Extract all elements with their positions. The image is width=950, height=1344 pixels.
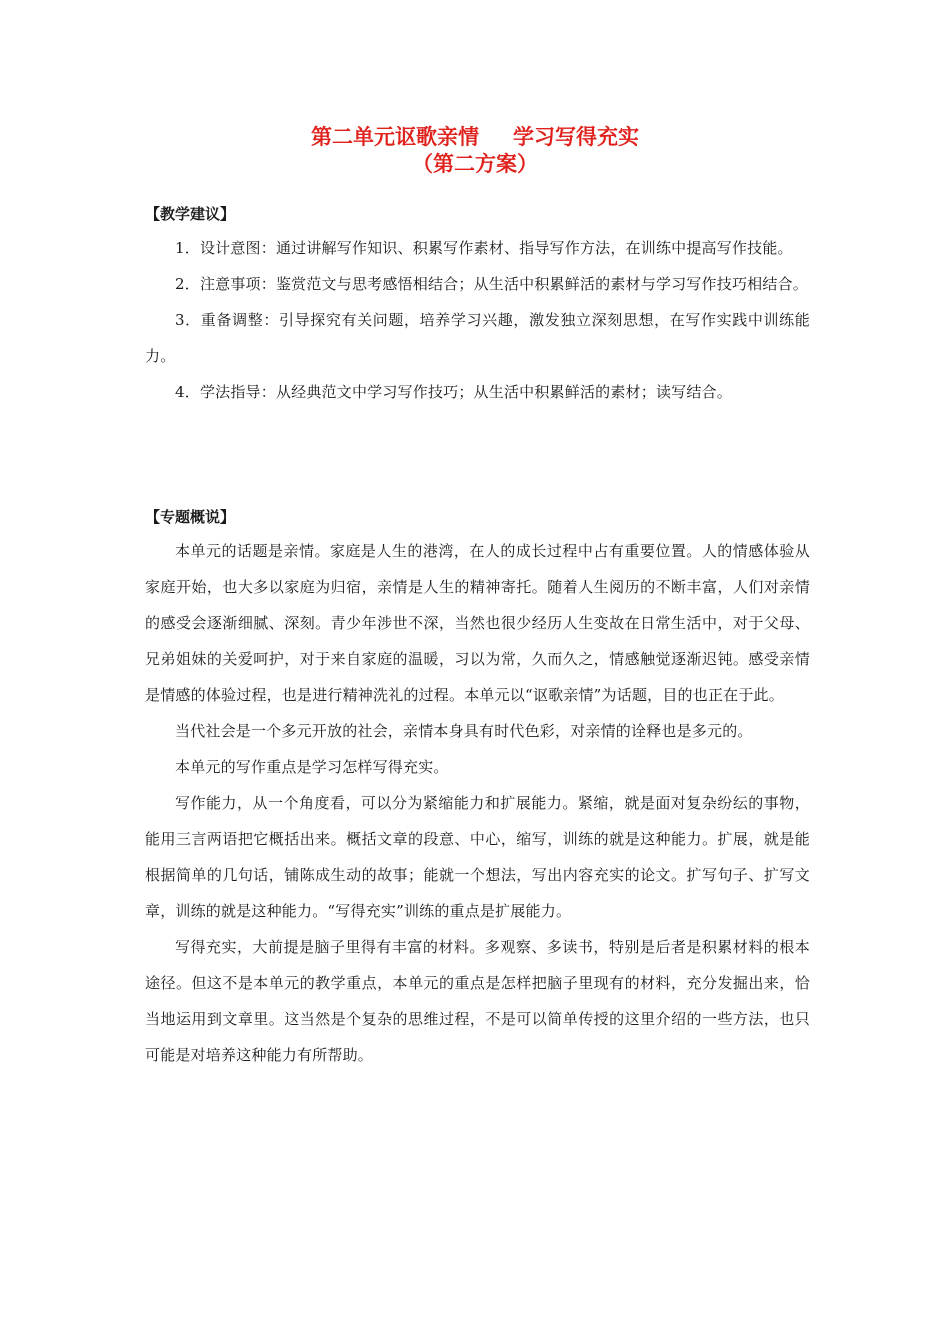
overview-paragraph-3: 本单元的写作重点是学习怎样写得充实。: [175, 758, 449, 776]
section-heading-topic-overview: 【专题概说】: [145, 508, 236, 526]
teaching-suggestions-body: [145, 230, 810, 410]
overview-paragraph-4: 写作能力，从一个角度看，可以分为紧缩能力和扩展能力。紧缩，就是面对复杂纷纭的事物，能用三言两语把它概括出来。概括文章的段意、中心，缩写，训练的就是这种能力。扩展，就是能根据简单的几句话，铺陈成生动的故事；能就一个想法，写出内容充实的论文。扩写句子、扩写文章，训练的就是这种能力。“写得充实”训练的重点是扩展能力。: [145, 794, 810, 920]
title-part-2: 学习写得充实: [513, 125, 639, 149]
topic-overview-body: [145, 533, 810, 1073]
overview-paragraph-1: 本单元的话题是亲情。家庭是人生的港湾，在人的成长过程中占有重要位置。人的情感体验从家庭开始，也大多以家庭为归宿，亲情是人生的精神寄托。随着人生阅历的不断丰富，人们对亲情的感受会逐渐细腻、深刻。青少年涉世不深，当然也很少经历人生变故在日常生活中，对于父母、兄弟姐妹的关爱呵护，对于来自家庭的温暖，习以为常，久而久之，情感触觉逐渐迟钝。感受亲情是情感的体验过程，也是进行精神洗礼的过程。本单元以“讴歌亲情”为话题，目的也正在于此。: [145, 542, 810, 704]
overview-paragraph-2: 当代社会是一个多元开放的社会，亲情本身具有时代色彩，对亲情的诠释也是多元的。: [175, 722, 753, 740]
suggestion-paragraph-3: 3．重备调整：引导探究有关问题，培养学习兴趣，激发独立深刻思想，在写作实践中训练能力。: [145, 311, 810, 365]
document-subtitle: （第二方案）: [412, 152, 538, 176]
overview-paragraph-5: 写得充实，大前提是脑子里得有丰富的材料。多观察、多读书，特别是后者是积累材料的根本途径。但这不是本单元的教学重点，本单元的重点是怎样把脑子里现有的材料，充分发掘出来，恰当地运用到文章里。这当然是个复杂的思维过程，不是可以简单传授的这里介绍的一些方法，也只可能是对培养这种能力有所帮助。: [145, 938, 810, 1064]
suggestion-paragraph-1: 1．设计意图：通过讲解写作知识、积累写作素材、指导写作方法，在训练中提高写作技能。: [175, 239, 793, 257]
title-part-1: 第二单元讴歌亲情: [311, 125, 479, 149]
document-title: [0, 124, 950, 150]
section-heading-teaching-suggestions: 【教学建议】: [145, 205, 236, 223]
suggestion-paragraph-4: 4．学法指导：从经典范文中学习写作技巧；从生活中积累鲜活的素材；读写结合。: [175, 383, 732, 401]
suggestion-paragraph-2: 2．注意事项：鉴赏范文与思考感悟相结合；从生活中积累鲜活的素材与学习写作技巧相结合。: [175, 275, 808, 293]
